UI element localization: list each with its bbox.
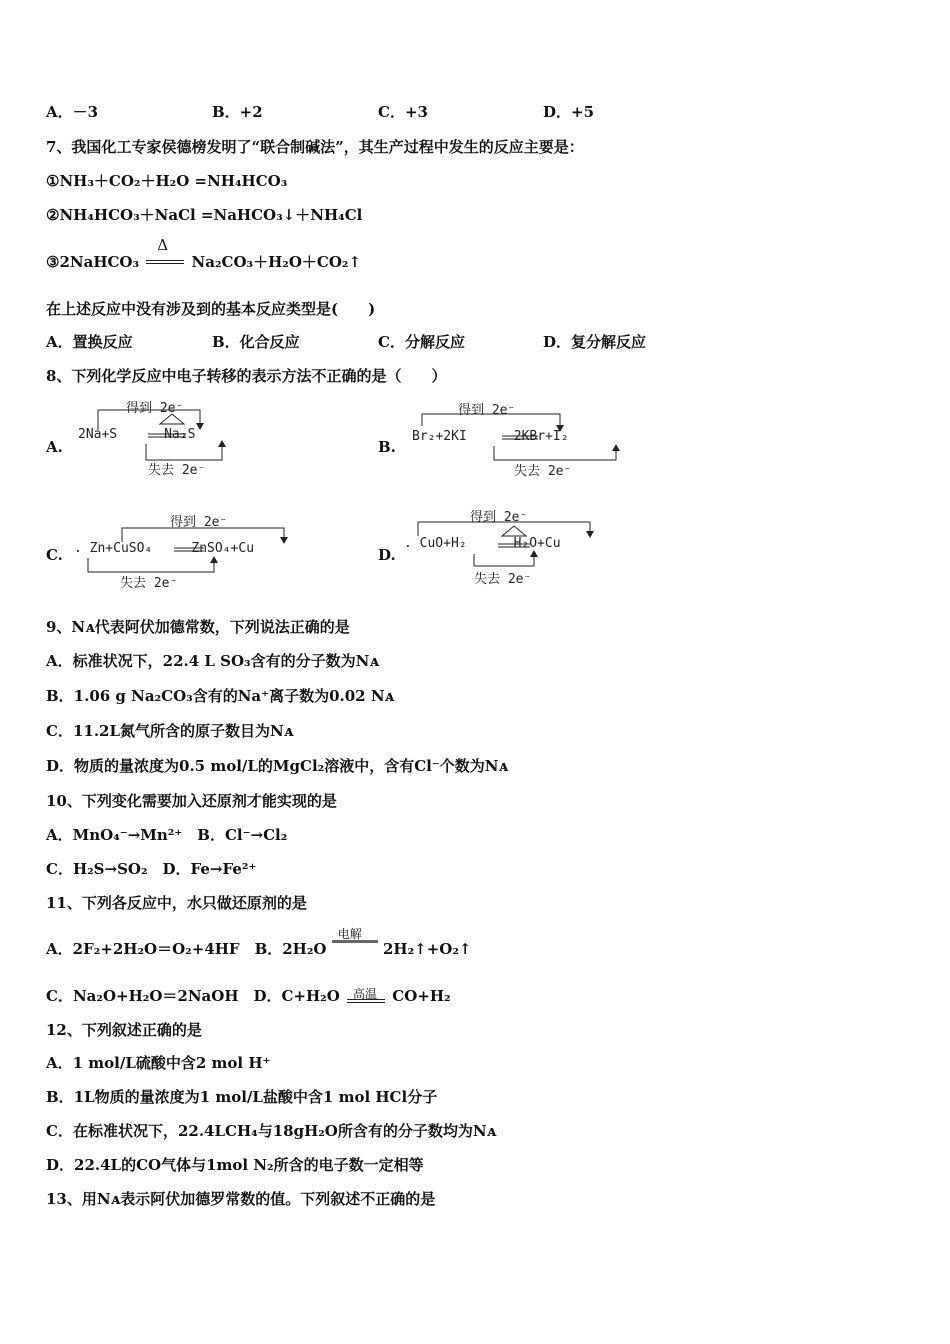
- lose-label-a: 失去 2e⁻: [148, 463, 206, 478]
- q9-option-c: C．11.2L氮气所含的原子数目为Nᴀ: [46, 722, 294, 740]
- q9-option-b: B．1.06 g Na₂CO₃含有的Na⁺离子数为0.02 Nᴀ: [46, 687, 395, 705]
- q10-stem: 10、下列变化需要加入还原剂才能实现的是: [46, 792, 337, 810]
- delta-symbol: Δ: [157, 236, 169, 254]
- dot-c: .: [74, 541, 82, 556]
- q8-diagram-a: [78, 396, 258, 476]
- q11-stem: 11、下列各反应中，水只做还原剂的是: [46, 894, 307, 912]
- gain-label-b: 得到 2e⁻: [458, 403, 516, 418]
- q6-option-d: D．+5: [543, 103, 595, 121]
- equation-a: 2Na+S Na₂S: [78, 427, 196, 442]
- high-temperature-condition: [345, 986, 387, 1006]
- q11-options-cd: [46, 986, 451, 1006]
- q8-diagram-d: [404, 504, 644, 587]
- q10-options-cd: C．H₂S→SO₂ D．Fe→Fe²⁺: [46, 860, 257, 878]
- gain-label-c: 得到 2e⁻: [170, 515, 228, 530]
- q11-options-ab: [46, 927, 472, 959]
- q13-stem: 13、用Nᴀ表示阿伏加德罗常数的值。下列叙述不正确的是: [46, 1190, 436, 1208]
- q6-option-c: C．+3: [378, 103, 428, 121]
- q8-diagram-b: [412, 398, 642, 478]
- q6-option-a: A．－3: [46, 103, 99, 121]
- q12-option-a: A．1 mol/L硫酸中含2 mol H⁺: [46, 1054, 271, 1072]
- q8-diagram-c: [74, 508, 314, 591]
- q9-option-d: D．物质的量浓度为0.5 mol/L的MgCl₂溶液中，含有Cl⁻个数为Nᴀ: [46, 757, 509, 775]
- q6-option-b: B．+2: [212, 103, 263, 121]
- q12-option-b: B．1L物质的量浓度为1 mol/L盐酸中含1 mol HCl分子: [46, 1088, 438, 1106]
- q7-option-b: B．化合反应: [212, 333, 300, 351]
- equation-c: . Zn+CuSO₄ ZnSO₄+Cu: [74, 541, 255, 556]
- q7-option-c: C．分解反应: [378, 333, 465, 351]
- q8-label-c: C.: [46, 546, 63, 564]
- q7-reaction-3-left: ③2NaHCO₃: [46, 253, 140, 271]
- q7-stem: 7、我国化工专家侯德榜发明了“联合制碱法”，其生产过程中发生的反应主要是：: [46, 138, 584, 156]
- electrolysis-label: 电解: [337, 927, 362, 941]
- lose-label-d: 失去 2e⁻: [474, 572, 532, 587]
- q7-reaction-3: [46, 236, 362, 272]
- q8-label-b: B.: [378, 438, 396, 456]
- gain-label-a: 得到 2e⁻: [126, 401, 184, 416]
- equation-b: Br₂+2KI 2KBr+I₂: [412, 429, 569, 444]
- q7-reaction-2: ②NH₄HCO₃＋NaCl =NaHCO₃↓＋NH₄Cl: [46, 206, 363, 224]
- q8-label-a: A.: [46, 438, 63, 456]
- q11-option-c-and-d-left: C．Na₂O+H₂O＝2NaOH D．C+H₂O: [46, 987, 340, 1005]
- q7-option-d: D．复分解反应: [543, 333, 647, 351]
- q8-label-d: D.: [378, 546, 396, 564]
- q9-option-a: A．标准状况下，22.4 L SO₃含有的分子数为Nᴀ: [46, 652, 379, 670]
- equation-d: . CuO+H₂ H₂O+Cu: [404, 536, 561, 551]
- gain-label-d: 得到 2e⁻: [470, 510, 528, 525]
- q12-option-d: D．22.4L的CO气体与1mol N₂所含的电子数一定相等: [46, 1156, 424, 1174]
- q7-reaction-1: ①NH₃＋CO₂＋H₂O =NH₄HCO₃: [46, 172, 288, 190]
- q7-question: 在上述反应中没有涉及到的基本反应类型是( ): [46, 300, 376, 318]
- q10-options-ab: A．MnO₄⁻→Mn²⁺ B．Cl⁻→Cl₂: [46, 826, 288, 844]
- q8-stem: 8、下列化学反应中电子转移的表示方法不正确的是（ ）: [46, 367, 447, 385]
- q11-option-b-right: 2H₂↑+O₂↑: [382, 940, 472, 958]
- heat-condition: [144, 236, 186, 272]
- q9-stem: 9、Nᴀ代表阿伏加德常数，下列说法正确的是: [46, 618, 350, 636]
- dot-d: .: [404, 536, 412, 551]
- q7-option-a: A．置换反应: [46, 333, 133, 351]
- q11-option-d-right: CO+H₂: [392, 987, 451, 1005]
- q12-stem: 12、下列叙述正确的是: [46, 1021, 202, 1039]
- q7-reaction-3-right: Na₂CO₃＋H₂O＋CO₂↑: [191, 253, 362, 271]
- high-temperature-label: 高温: [353, 987, 378, 1001]
- electrolysis-condition: [332, 927, 378, 959]
- lose-label-c: 失去 2e⁻: [120, 576, 178, 591]
- q12-option-c: C．在标准状况下，22.4LCH₄与18gH₂O所含有的分子数均为Nᴀ: [46, 1122, 497, 1140]
- q11-option-a-and-b-left: A．2F₂+2H₂O＝O₂+4HF B．2H₂O: [46, 940, 327, 958]
- lose-label-b: 失去 2e⁻: [514, 464, 572, 479]
